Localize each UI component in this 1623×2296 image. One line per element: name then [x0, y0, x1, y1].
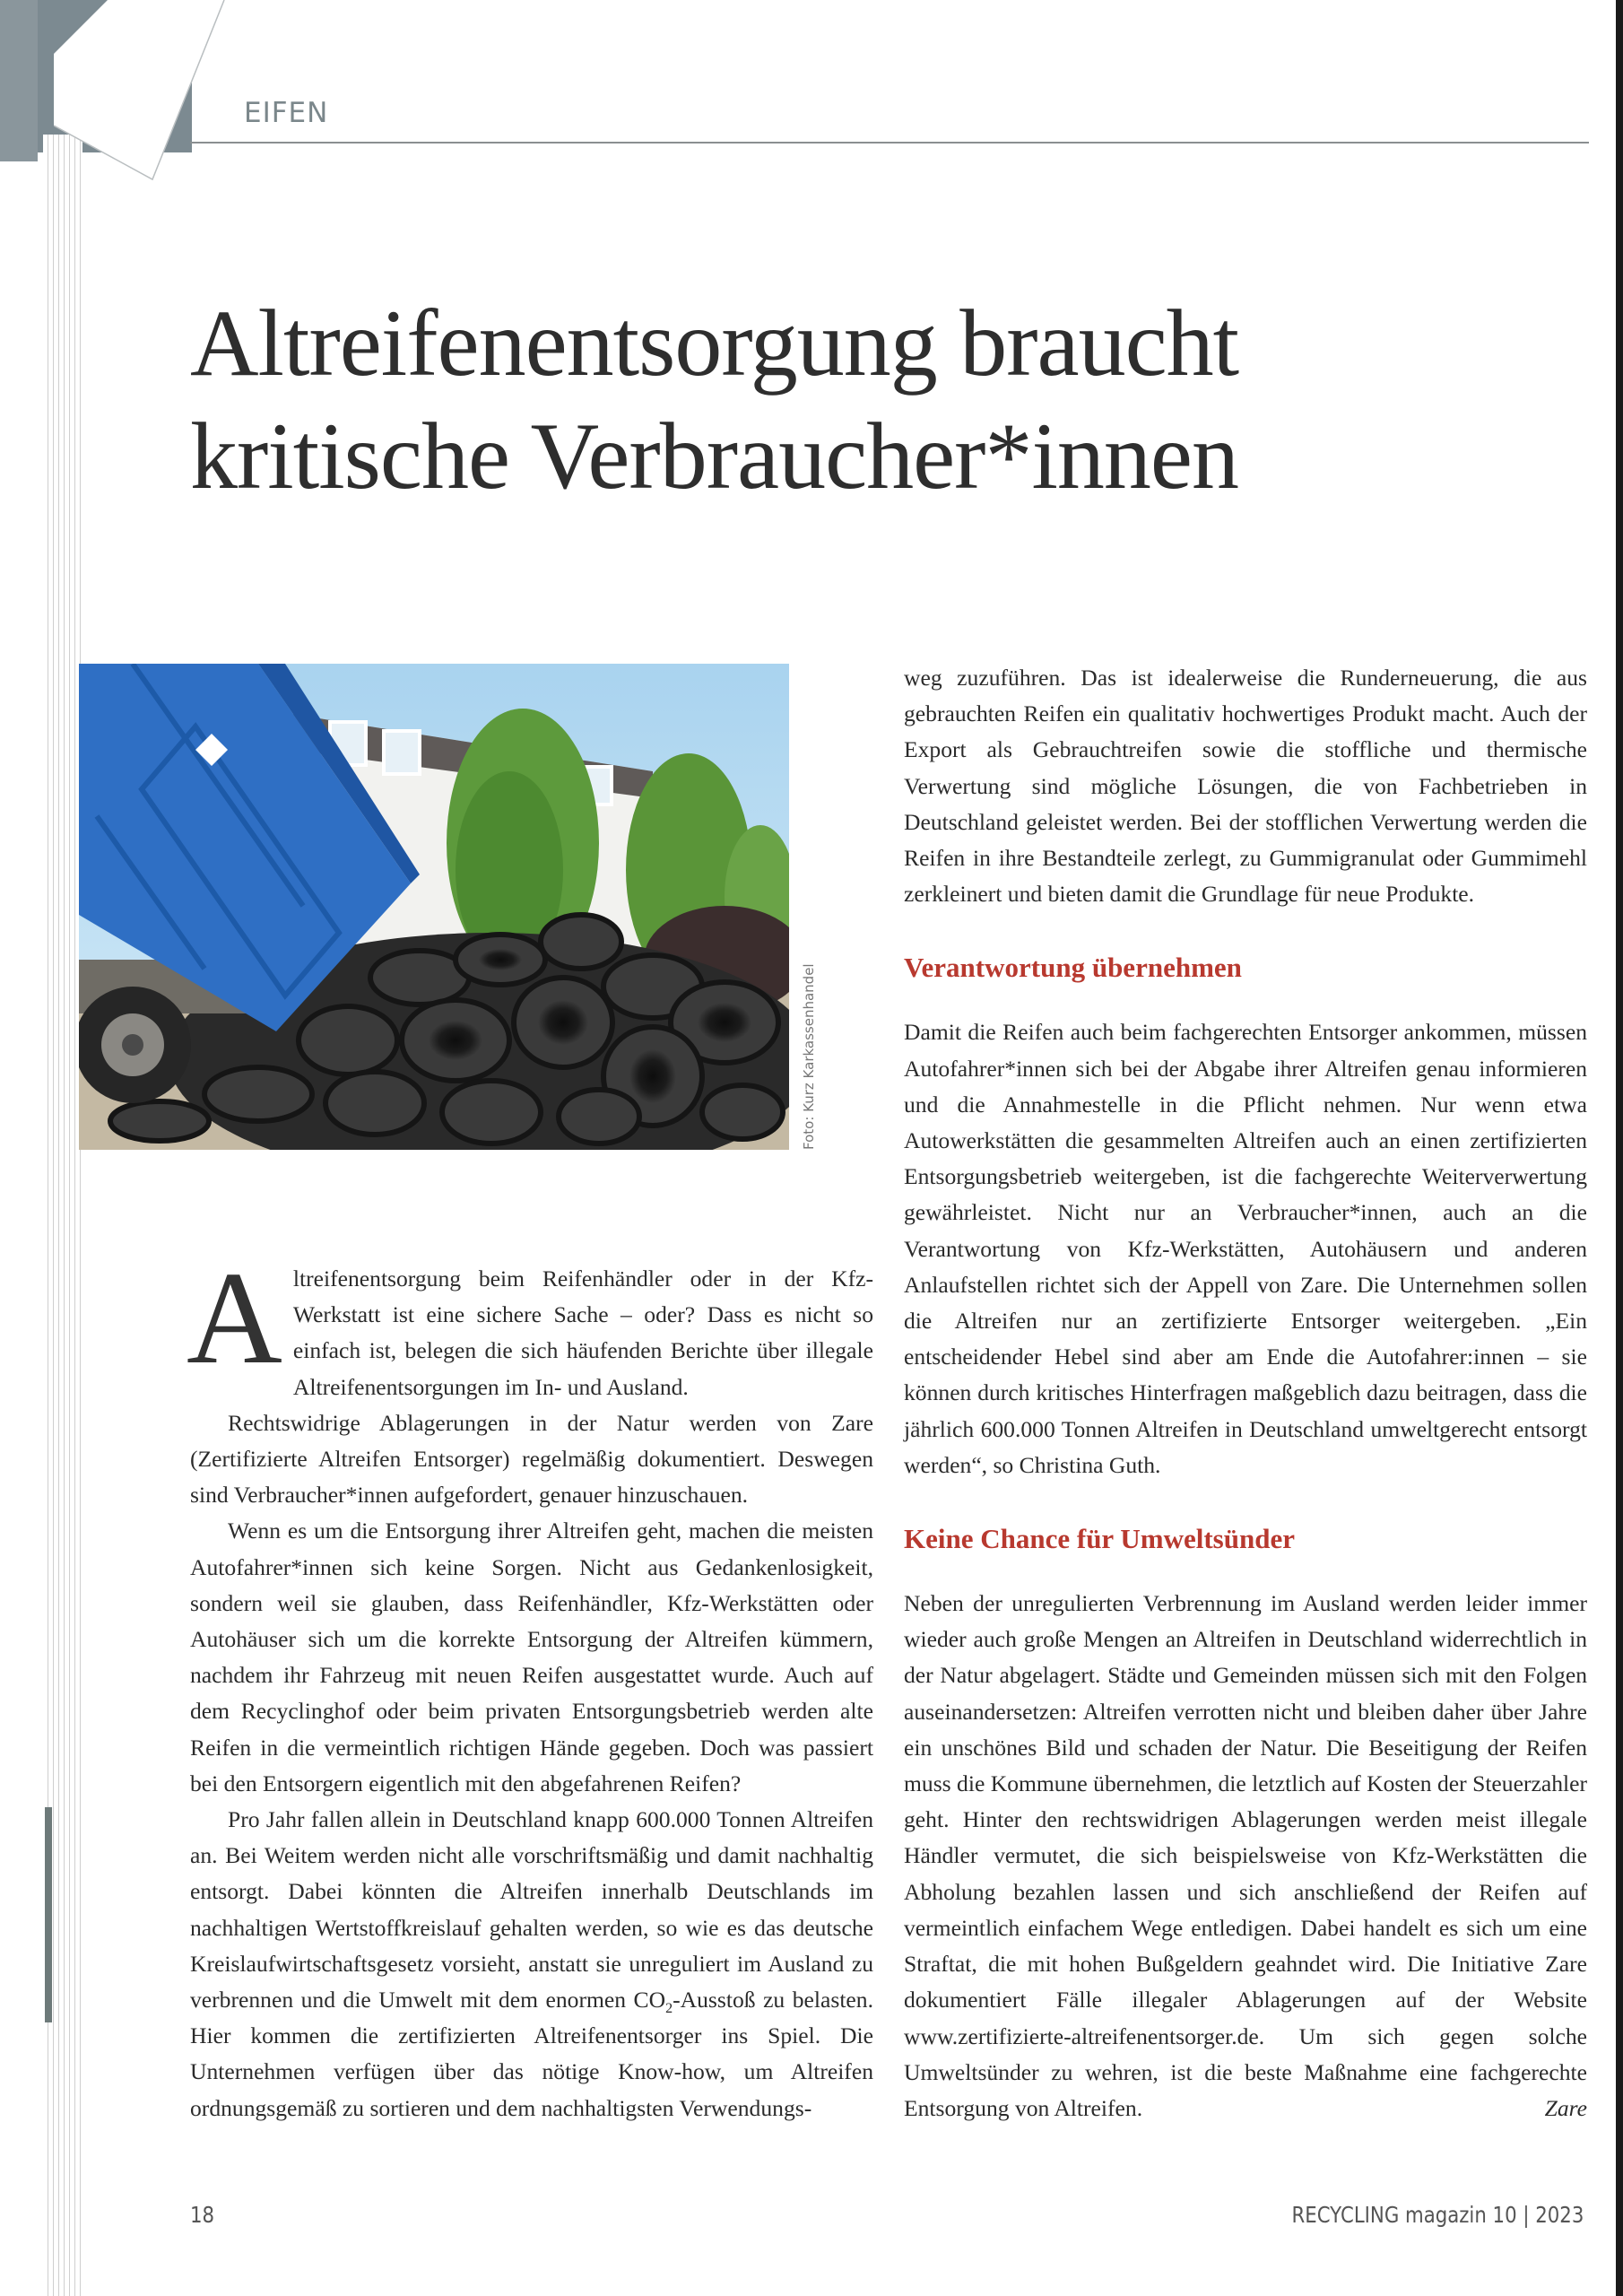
- scan-edge-shadow: [0, 0, 38, 161]
- magazine-issue: RECYCLING magazin 10 | 2023: [1291, 2202, 1584, 2228]
- paragraph: Rechtswidrige Ablagerungen in der Natur werden von Zare (Zertifizierte Altreifen Entsorger) regelmäßig dokumentiert. Deswegen sind Verbraucher*innen aufgefordert, genauer hinzuschauen.: [190, 1409, 873, 1509]
- title-line-1: Altreifenentsorgung braucht: [190, 291, 1239, 396]
- tire-pile-photo-icon: [79, 664, 789, 1150]
- scan-edge-dark: [1616, 0, 1623, 2296]
- dropcap: A: [187, 1245, 282, 1392]
- title-line-2: kritische Verbraucher*innen: [190, 404, 1238, 509]
- paragraph-text: -Ausstoß zu belasten. Hier kommen die zertifizierten Altreifenentsorger ins Spiel. Die Unternehmen verfügen über das nötige Know-how, um Altreifen ordnungsgemäß zu sortieren und dem nachhaltigsten Verwendungs-: [190, 1987, 873, 2121]
- folded-page-corner: [54, 0, 269, 215]
- subscript: 2: [665, 2001, 673, 2017]
- article-photo: [79, 664, 789, 1150]
- page-number: 18: [190, 2202, 215, 2228]
- section-label: EIFEN: [244, 97, 329, 129]
- article-column-left: [187, 1245, 873, 2126]
- paragraph: Wenn es um die Entsorgung ihrer Altreifen geht, machen die meisten Autofahrer*innen sich keine Sorgen. Nicht aus Gedankenlosigkeit, sondern weil sie glauben, dass Reifenhändler, Kfz-Werkstätten oder Autohäuser sich um die korrekte Entsorgung der Altreifen kümmern, nachdem ihr Fahrzeug mit neuen Reifen ausgestattet wurde. Auch auf dem Recyclinghof oder beim privaten Entsorgungsbetrieb werden alte Reifen in die vermeintlich richtigen Hände gegeben. Doch was passiert bei den Entsorgern eigentlich mit den abgefahrenen Reifen?: [190, 1518, 873, 1796]
- paragraph-text: Pro Jahr fallen allein in Deutschland knapp 600.000 Tonnen Altreifen an. Bei Weitem werden nicht alle vorschriftsmäßig und damit nachhaltig entsorgt. Dabei könnten die Altreifen innerhalb Deutschlands im nachhaltigen Wertstoffkreislauf gehalten werden, so wie es das deutsche Kreislaufwirtschaftsgesetz vorsieht, anstatt sie unreguliert im Ausland zu verbrennen und die Umwelt mit dem enormen CO: [190, 1806, 873, 2013]
- page-tab-marker: [45, 1807, 52, 2022]
- paragraph-text: Neben der unregulierten Verbrennung im Ausland werden leider immer wieder auch große Mengen an Altreifen in Deutschland widerrechtlich in der Natur abgelagert. Städte und Gemeinden müssen sich mit den Folgen auseinandersetzen: Altreifen verrotten nicht und bleiben daher über Jahre ein unschönes Bild und schaden der Natur. Die Beseitigung der Reifen muss die Kommune übernehmen, die letztlich auf Kosten der Steuerzahler geht. Hinter den rechtswidrigen Ablagerungen werden meist illegale Händler vermutet, die sich beispielsweise von Kfz-Werkstätten die Abholung bezahlen lassen und sich anschließend der Reifen auf vermeintlich einfachem Wege entledigen. Dabei handelt es sich um eine Straftat, die mit hohen Bußgeldern geahndet wird. Die Initiative Zare dokumentiert Fälle illegaler Ablagerungen auf der Website www.zertifizierte-altreifenentsorger.de. Um sich gegen solche Umweltsünder zu wehren, ist die beste Maßnahme eine fachgerechte Entsorgung von Altreifen.: [904, 1590, 1587, 2121]
- paragraph-text: ltreifenentsorgung beim Reifenhändler oder in der Kfz-Werkstatt ist eine sichere Sache – oder? Dass es nicht so einfach ist, belegen die sich häufenden Berichte über illegale Altreifenentsorgungen im In- und Ausland.: [292, 1265, 873, 1400]
- header-divider: [190, 142, 1589, 144]
- photo-credit: Foto: Kurz Karkassenhandel: [801, 963, 817, 1150]
- paragraph: weg zuzuführen. Das ist idealerweise die Runderneuerung, die aus gebrauchten Reifen ein qualitativ hochwertiges Produkt macht. Auch der Export als Gebrauchtreifen sowie die stoffliche und thermische Verwertung sind mögliche Lösungen, die von Fachbetrieben in Deutschland geleistet werden. Bei der stofflichen Verwertung werden die Reifen in ihre Bestandteile zerlegt, zu Gummigranulat oder Gummimehl zerkleinert und bieten damit die Grundlage für neue Produkte.: [904, 665, 1587, 908]
- paragraph: [904, 1586, 1587, 2126]
- subheading-environmental-offenders: Keine Chance für Umweltsünder: [904, 1523, 1295, 1555]
- article-column-right: [904, 660, 1587, 2126]
- paragraph-intro: [187, 1245, 873, 1405]
- subheading-responsibility: Verantwortung übernehmen: [904, 952, 1242, 984]
- paragraph: [190, 1802, 873, 2126]
- article-title: [190, 287, 1571, 513]
- paragraph: Damit die Reifen auch beim fachgerechten Entsorger ankommen, müssen Autofahrer*innen sich bei der Abgabe ihrer Altreifen genau informieren und die Annahmestelle in die Pflicht nehmen. Nur wenn etwa Autowerkstätten die gesammelten Altreifen auch an einen zertifizierten Entsorgungsbetrieb weitergeben, ist die fachgerechte Weiterverwertung gewährleistet. Nicht nur an Verbraucher*innen, auch an die Verantwortung von Kfz-Werkstätten, Autohäusern und anderen Anlaufstellen richtet sich der Appell von Zare. Die Unternehmen sollen die Altreifen nur an zertifizierte Entsorger weitergeben. „Ein entscheidender Hebel sind aber am Ende die Autofahrer:innen – sie können durch kritisches Hinterfragen maßgeblich dazu beitragen, dass die jährlich 600.000 Tonnen Altreifen in Deutschland umweltgerecht entsorgt werden“, so Christina Guth.: [904, 1019, 1587, 1478]
- author-signature: Zare: [1544, 2094, 1587, 2121]
